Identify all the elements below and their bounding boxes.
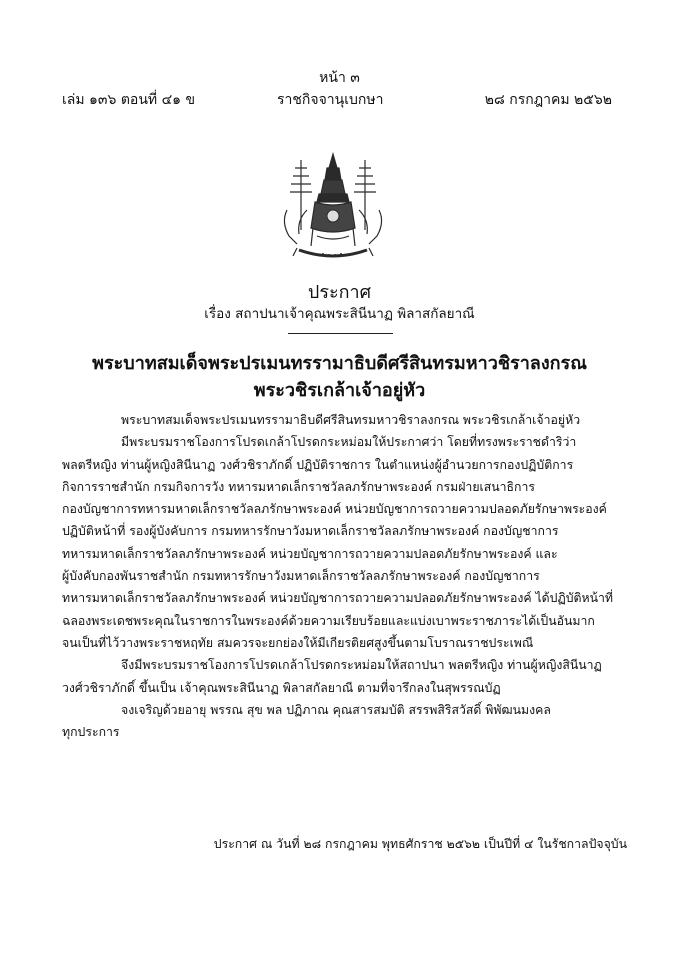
- body-line: มีพระบรมราชโองการโปรดเกล้าโปรดกระหม่อมให้ประกาศว่า โดยที่ทรงพระราชดำริว่า: [121, 435, 577, 450]
- body-line: จนเป็นที่ไว้วางพระราชหฤทัย สมควรจะยกย่องให้มีเกียรติยศสูงขึ้นตามโบราณราชประเพณี: [62, 635, 534, 650]
- body-line: ฉลองพระเดชพระคุณในราชการในพระองค์ด้วยความเรียบร้อยและแบ่งเบาพระราชภาระได้เป็นอันมาก: [62, 613, 595, 628]
- body-line: กิจการราชสำนัก กรมกิจการวัง ทหารมหาดเล็กราชวัลลภรักษาพระองค์ กรมฝ่ายเสนาธิการ: [62, 479, 536, 494]
- body-line: กองบัญชาการทหารมหาดเล็กราชวัลลภรักษาพระองค์ หน่วยบัญชาการถวายความปลอดภัยรักษาพระองค์: [62, 502, 607, 517]
- body-line: ทหารมหาดเล็กราชวัลลภรักษาพระองค์ หน่วยบัญชาการถวายความปลอดภัยรักษาพระองค์ ได้ปฏิบัติหน้าที่: [62, 591, 614, 606]
- body-line: จงเจริญด้วยอายุ พรรณ สุข พล ปฏิภาณ คุณสารสมบัติ สรรพสิริสวัสดิ์ พิพัฒนมงคล: [121, 702, 551, 717]
- announcement-title: ประกาศ: [307, 282, 372, 303]
- body-line: วงศ์วชิราภักดิ์ ขึ้นเป็น เจ้าคุณพระสินีนาฏ พิลาสกัลยาณี ตามที่จารึกลงในสุพรรณบัฏ: [62, 680, 501, 695]
- page-number: หน้า ๓: [319, 70, 360, 86]
- body-line: ผู้บังคับกองพันราชสำนัก กรมทหารรักษาวังมหาดเล็กราชวัลลภรักษาพระองค์ กองบัญชาการ: [62, 569, 540, 584]
- gazette-name: ราชกิจจานุเบกษา: [277, 92, 384, 108]
- title-divider: [288, 333, 393, 334]
- body-line: ปฏิบัติหน้าที่ รองผู้บังคับการ กรมทหารรักษาวังมหาดเล็กราชวัลลภรักษาพระองค์ กองบัญชาการ: [62, 524, 559, 539]
- body-line: พระบาทสมเด็จพระปรเมนทรรามาธิบดีศรีสินทรมหาวชิราลงกรณ พระวชิรเกล้าเจ้าอยู่หัว: [121, 413, 581, 427]
- body-line: จึงมีพระบรมราชโองการโปรดเกล้าโปรดกระหม่อมให้สถาปนา พลตรีหญิง ท่านผู้หญิงสินีนาฏ: [121, 658, 602, 673]
- king-name-line-1: พระบาทสมเด็จพระปรเมนทรรามาธิบดีศรีสินทรมหาวชิราลงกรณ: [92, 353, 587, 374]
- announcement-signoff: ประกาศ ณ วันที่ ๒๘ กรกฎาคม พุทธศักราช ๒๕๖๒ เป็นปีที่ ๔ ในรัชกาลปัจจุบัน: [213, 837, 627, 851]
- royal-garuda-emblem-icon: [277, 150, 389, 270]
- gazette-header-row: [62, 89, 612, 109]
- body-line: พลตรีหญิง ท่านผู้หญิงสินีนาฏ วงศ์วชิราภักดิ์ ปฏิบัติราชการ ในตำแหน่งผู้อำนวยการกองปฏิบัติการ: [62, 457, 574, 472]
- body-line: ทหารมหาดเล็กราชวัลลภรักษาพระองค์ หน่วยบัญชาการถวายความปลอดภัยรักษาพระองค์ และ: [62, 546, 558, 561]
- announcement-subject: เรื่อง สถาปนาเจ้าคุณพระสินีนาฏ พิลาสกัลยาณี: [204, 306, 475, 322]
- gazette-date: ๒๘ กรกฎาคม ๒๕๖๒: [484, 92, 612, 108]
- king-name-line-2: พระวชิรเกล้าเจ้าอยู่หัว: [253, 380, 426, 401]
- announcement-body: [62, 409, 632, 743]
- issue-reference: เล่ม ๑๓๖ ตอนที่ ๔๑ ข: [62, 92, 196, 108]
- body-line: ทุกประการ: [62, 725, 120, 740]
